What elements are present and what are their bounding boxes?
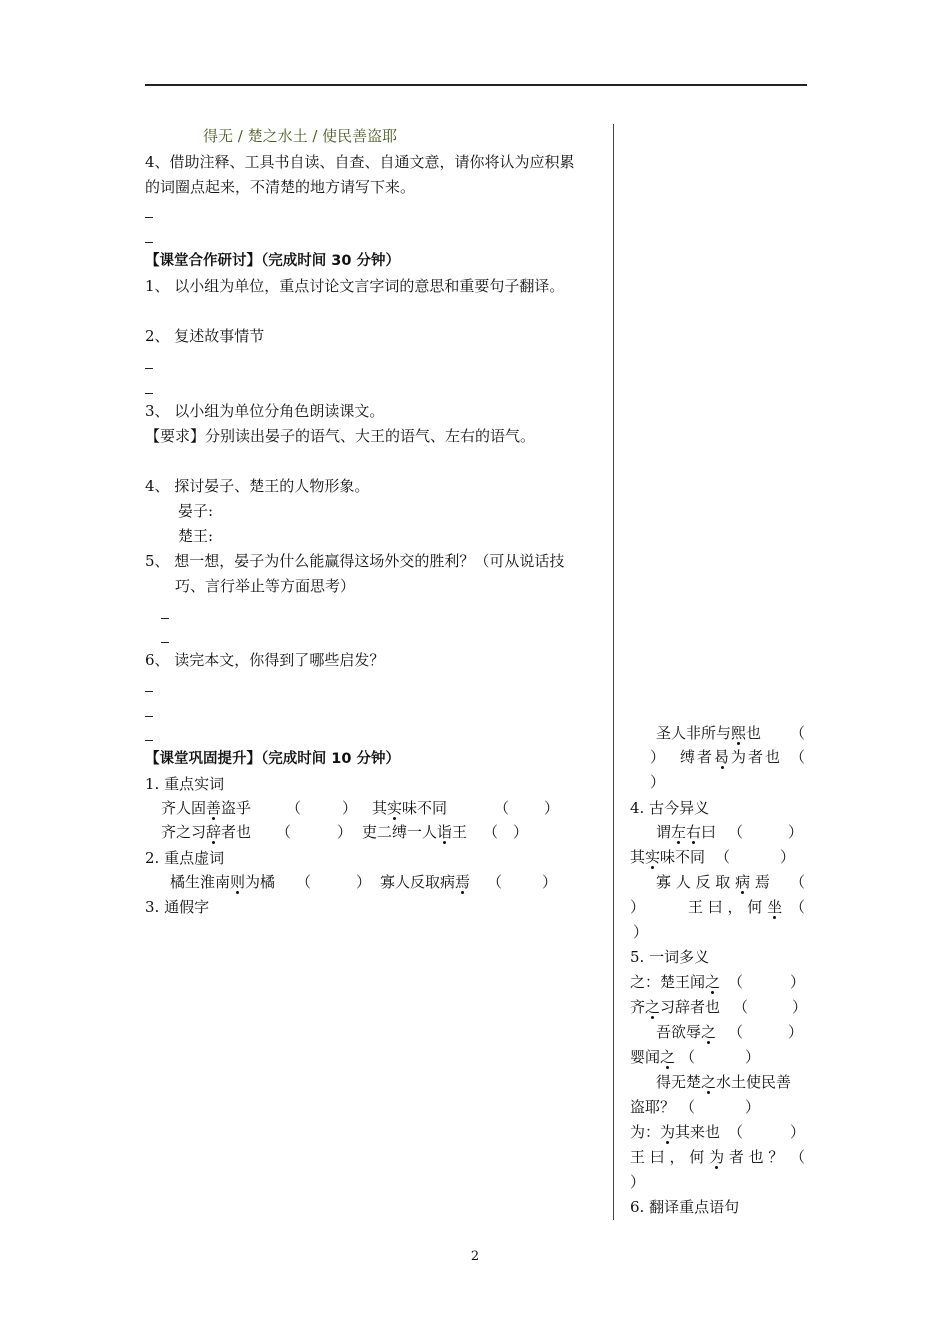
answer-paren[interactable]: ） (745, 1048, 761, 1066)
coop-item-3-requirement: 【要求】分别读出晏子的语气、大王的语气、左右的语气。 (145, 427, 536, 445)
section-heading-consolidation: 【课堂巩固提升】（完成时间 10 分钟） (145, 751, 401, 767)
content-word-d: 吏二缚一人诣王 (362, 823, 468, 841)
polysemy-g: 王 曰 ， 何 为 者 也 ？ (630, 1148, 784, 1166)
polysemy-f: 为：为其来也 (630, 1123, 721, 1141)
blank-line[interactable] (145, 368, 153, 369)
answer-paren[interactable]: （ (790, 898, 806, 916)
yanzi-label: 晏子: (178, 502, 214, 520)
answer-paren[interactable]: ） (790, 973, 806, 991)
answer-paren[interactable]: ） (633, 923, 649, 941)
ancient-modern-b: 其实味不同 (630, 848, 706, 866)
answer-paren[interactable]: ） (544, 799, 560, 817)
answer-paren[interactable]: ） (542, 873, 558, 891)
answer-paren[interactable]: （ (728, 823, 744, 841)
coop-item-3: 3、 以小组为单位分角色朗读课文。 (145, 402, 385, 420)
coop-item-1: 1、 以小组为单位，重点讨论文言字词的意思和重要句子翻译。 (145, 277, 565, 295)
answer-paren[interactable]: （ (733, 998, 749, 1016)
function-word-a: 橘生淮南则为橘 (170, 873, 276, 891)
right-4-title: 4. 古今异义 (630, 799, 710, 817)
ancient-modern-c: 寡 人 反 取 病 焉 (656, 873, 770, 891)
answer-paren[interactable]: （ (483, 823, 499, 841)
polysemy-b: 齐之习辞者也 (630, 998, 721, 1016)
blank-line[interactable] (145, 691, 153, 692)
answer-paren[interactable]: （ (790, 748, 806, 766)
right-6-title: 6. 翻译重点语句 (630, 1198, 740, 1216)
answer-paren[interactable]: （ (286, 799, 302, 817)
answer-paren[interactable]: （ (728, 1023, 744, 1041)
coop-item-5-line2: 巧、言行举止等方面思考） (175, 577, 356, 595)
coop-item-4: 4、 探讨晏子、楚王的人物形象。 (145, 477, 370, 495)
header-rule (145, 84, 807, 86)
content-word-b: 其实味不同 (372, 799, 448, 817)
answer-paren[interactable]: （ (494, 799, 510, 817)
coop-item-5-line1: 5、 想一想，晏子为什么能赢得这场外交的胜利？（可从说话技 (145, 552, 565, 570)
answer-paren[interactable]: （ (728, 973, 744, 991)
tongjia-a: 圣人非所与熙也 (656, 724, 762, 742)
blank-line[interactable] (161, 618, 169, 619)
blank-line[interactable] (145, 716, 153, 717)
task4-line1: 4、借助注释、工具书自读、自查、自通文意，请你将认为应积累 (145, 153, 575, 171)
ancient-modern-d: 王 曰 ， 何 坐 (688, 898, 783, 916)
page-number: 2 (470, 1249, 480, 1264)
polysemy-e-line1: 得无楚之水土使民善 (656, 1073, 792, 1091)
blank-line[interactable] (161, 642, 169, 643)
content-word-a: 齐人固善盗乎 (161, 799, 252, 817)
task4-line2: 的词圈点起来，不清楚的地方请写下来。 (145, 178, 416, 196)
answer-paren[interactable]: ） (780, 848, 796, 866)
answer-paren[interactable]: ） (745, 1098, 761, 1116)
blank-line[interactable] (145, 217, 153, 218)
polysemy-e-line2: 盗耶？ (630, 1098, 676, 1116)
chuwang-label: 楚王: (178, 527, 214, 545)
answer-paren[interactable]: （ (487, 873, 503, 891)
answer-paren[interactable]: ） (513, 823, 529, 841)
consol-1-title: 1. 重点实词 (145, 775, 225, 793)
consol-2-title: 2. 重点虚词 (145, 849, 225, 867)
answer-paren[interactable]: （ (790, 724, 806, 742)
answer-paren[interactable]: （ (715, 848, 731, 866)
polysemy-c: 吾欲辱之 (656, 1023, 717, 1041)
answer-paren[interactable]: ） (342, 799, 358, 817)
column-divider (613, 124, 614, 1220)
answer-paren[interactable]: （ (790, 873, 806, 891)
section-heading-coop: 【课堂合作研讨】（完成时间 30 分钟） (145, 253, 401, 269)
answer-paren[interactable]: ） (792, 998, 808, 1016)
coop-item-6: 6、 读完本文，你得到了哪些启发？ (145, 651, 385, 669)
answer-paren[interactable]: （ (790, 1148, 806, 1166)
function-word-b: 寡人反取病焉 (380, 873, 471, 891)
tongjia-b: 缚者曷为者也 (680, 748, 783, 766)
blank-line[interactable] (145, 393, 153, 394)
answer-paren[interactable]: （ (276, 823, 292, 841)
polysemy-a: 之：楚王闻之 (630, 973, 721, 991)
answer-paren[interactable]: ） (630, 898, 646, 916)
answer-paren[interactable]: ） (630, 1173, 646, 1191)
blank-line[interactable] (145, 242, 153, 243)
answer-paren[interactable]: （ (680, 1098, 696, 1116)
polysemy-d: 婴闻之 (630, 1048, 676, 1066)
consol-3-title: 3. 通假字 (145, 898, 210, 916)
answer-paren[interactable]: ） (650, 773, 666, 791)
answer-paren[interactable]: ） (650, 748, 666, 766)
answer-paren[interactable]: （ (728, 1123, 744, 1141)
right-5-title: 5. 一词多义 (630, 948, 710, 966)
answer-paren[interactable]: ） (356, 873, 372, 891)
reading-pause-hint: 得无 / 楚之水土 / 使民善盗耶 (203, 127, 398, 145)
content-word-c: 齐之习辞者也 (161, 823, 252, 841)
answer-paren[interactable]: ） (337, 823, 353, 841)
blank-line[interactable] (145, 740, 153, 741)
answer-paren[interactable]: ） (790, 1123, 806, 1141)
answer-paren[interactable]: ） (788, 1023, 804, 1041)
answer-paren[interactable]: ） (788, 823, 804, 841)
coop-item-2: 2、 复述故事情节 (145, 327, 265, 345)
answer-paren[interactable]: （ (680, 1048, 696, 1066)
ancient-modern-a: 谓左右曰 (656, 823, 717, 841)
answer-paren[interactable]: （ (296, 873, 312, 891)
